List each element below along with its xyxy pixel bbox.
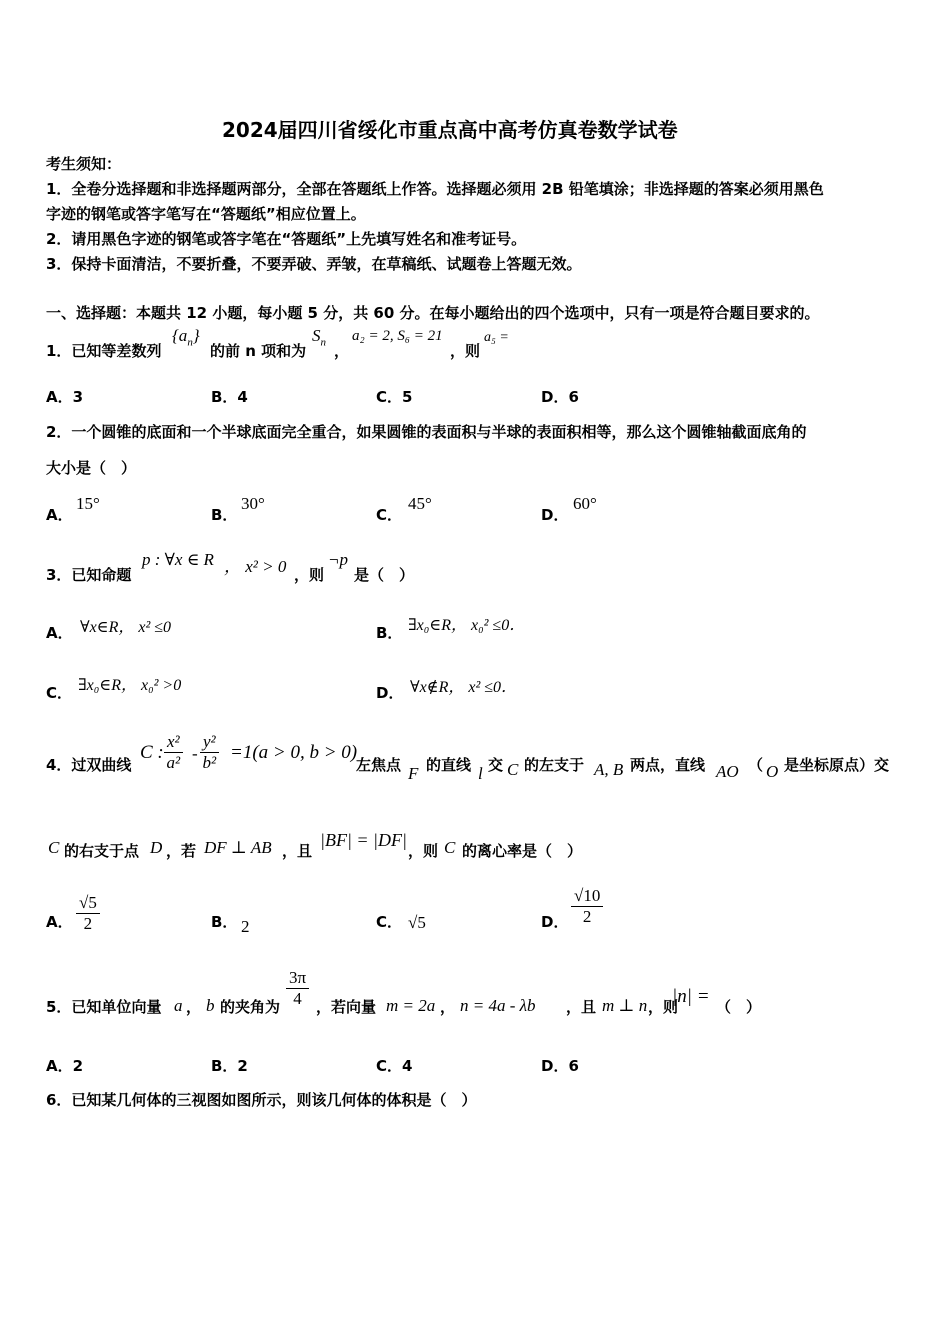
q1-comma: ， <box>334 342 350 360</box>
q1-ask: a₅ = <box>484 330 509 345</box>
q1-option-b[interactable]: B．4 <box>211 388 248 406</box>
section-heading: 一、选择题：本题共 12 小题，每小题 5 分，共 60 分。在每小题给出的四个选项中，只有一项是符合题目要求的。 <box>46 304 820 322</box>
q3-negp: ¬p <box>328 550 348 569</box>
q5-option-b[interactable]: B．2 <box>211 1057 248 1075</box>
question-4-line-2: C 的右支于点 D ，若 DF ⊥ AB ，且 |BF| = |DF| ，则 C 的离心率是（ ） <box>48 830 583 860</box>
notice-line-3: 3．保持卡面清洁，不要折叠，不要弄破、弄皱，在草稿纸、试题卷上答题无效。 <box>46 255 582 273</box>
q1-option-d[interactable]: D．6 <box>541 388 579 406</box>
q2-line-2: 大小是（ ） <box>46 459 137 477</box>
q4-frac-y: $\frac{\text{y²}}{\text{b²}}$ <box>200 732 219 773</box>
q5-option-c[interactable]: C．4 <box>376 1057 413 1075</box>
q5-option-d[interactable]: D．6 <box>541 1057 579 1075</box>
notice-line-1b: 字迹的钢笔或答字笔写在“答题纸”相应位置上。 <box>46 205 366 223</box>
notice-line-2: 2．请用黑色字迹的钢笔或答字笔在“答题纸”上先填写姓名和准考证号。 <box>46 230 527 248</box>
q2-line-1: 2．一个圆锥的底面和一个半球底面完全重合，如果圆锥的表面积与半球的表面积相等，那么这个圆锥轴截面底角的 <box>46 423 807 441</box>
q4-prefix: 4．过双曲线 <box>46 756 132 774</box>
q3-prop: p : ∀x ∈ R <box>142 550 214 569</box>
q1-option-a[interactable]: A．3 <box>46 388 84 406</box>
q1-seq: $\{a_n\}$ <box>172 326 200 349</box>
q1-mid: 的前 n 项和为 <box>210 342 307 360</box>
q1-then: ，则 <box>450 342 481 360</box>
question-4: 4．过双曲线 C : $\frac{\text{x²}}{\text{a²}}$ - $\frac{\text{y²}}{\text{b²}}$ =1(a > 0, b > 0) 左焦点 F 的直线 l 交 C 的左支于 A, B 两点，直线 AO （ O 是坐标原点）交 <box>46 732 890 783</box>
q3-prop2: ， x² > 0 <box>224 557 287 576</box>
q5-angle: $\frac{3\pi}{4}$ <box>286 968 309 1009</box>
question-6: 6．已知某几何体的三视图如图所示，则该几何体的体积是（ ） <box>46 1091 477 1109</box>
notice-heading: 考生须知： <box>46 155 122 173</box>
q3-prefix: 3．已知命题 <box>46 566 132 584</box>
q3-suffix: 是（ ） <box>354 566 415 584</box>
exam-title: 2024届四川省绥化市重点高中高考仿真卷数学试卷 <box>222 118 678 142</box>
q4-frac-x: $\frac{\text{x²}}{\text{a²}}$ <box>164 732 183 773</box>
q1-prefix: 1．已知等差数列 <box>46 342 162 360</box>
q4-C: C : <box>140 742 164 763</box>
q1-option-c[interactable]: C．5 <box>376 388 413 406</box>
q5-option-a[interactable]: A．2 <box>46 1057 84 1075</box>
q1-S: $S_n$ <box>312 326 326 349</box>
q3-then: ，则 <box>294 566 325 584</box>
notice-line-1a: 1．全卷分选择题和非选择题两部分，全部在答题纸上作答。选择题必须用 2B 铅笔填涂；非选择题的答案必须用黑色 <box>46 180 824 198</box>
question-5: 5．已知单位向量 a ， b 的夹角为 $\frac{3\pi}{4}$ ，若向量 m = 2a ， n = 4a - λb ，且 m ⊥ n ，则 |n| = （ ） <box>46 968 762 1016</box>
q1-condition: a₂ = 2, S₆ = 21 <box>352 328 443 344</box>
q4-eq: =1(a > 0, b > 0) <box>230 742 358 763</box>
